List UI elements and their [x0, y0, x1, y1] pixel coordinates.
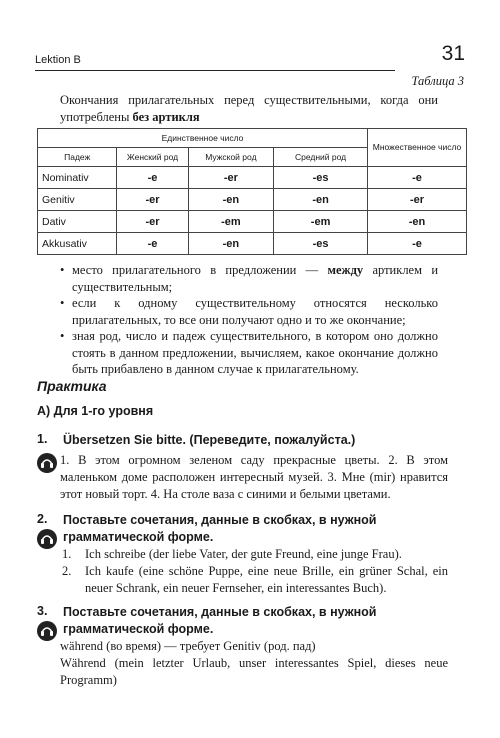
table-intro-text: Окончания прилагательных перед существительными, когда они употреблены — [60, 93, 438, 124]
note-text: артиклем и существительным; — [72, 263, 439, 294]
header-rule — [35, 70, 395, 71]
note-item: • зная род, число и падеж существительного, в котором оно должно стоять в данном предложении, вычисляем, какое окончание должно быть прибавлено в данном случае к прилагательному. — [60, 328, 438, 378]
table-row — [38, 233, 467, 255]
exercise-2-number: 2. — [37, 512, 48, 526]
case-cell: Genitiv — [38, 189, 117, 211]
table-caption: Таблица 3 — [411, 74, 464, 88]
audio-icon — [36, 528, 58, 550]
masc-cell: -em — [188, 211, 274, 233]
table-intro-bold: без артикля — [132, 110, 200, 124]
exercise-3-title: Поставьте сочетания, данные в скобках, в нужной грамматической форме. — [63, 605, 377, 636]
col-fem-header: Женский род — [117, 148, 188, 167]
exercise-1-body: 1. В этом огромном зеленом саду прекрасные цветы. 2. В этом маленьком доме расположен интересный музей. 3. Мне (mir) нравится этот новый торт. 4. На столе ваза с синими и белыми цветами. — [60, 453, 448, 501]
exercise-3-rule: während (во время) — требует Genitiv (род. пад) — [60, 639, 316, 653]
item-text: Ich schreibe (der liebe Vater, der gute Freund, eine junge Frau). — [85, 547, 402, 561]
neut-cell: -es — [274, 233, 368, 255]
masc-cell: -er — [188, 167, 274, 189]
exercise-2-title: Поставьте сочетания, данные в скобках, в нужной грамматической форме. — [63, 513, 377, 544]
col-case-header: Падеж — [38, 148, 117, 167]
note-bold: между — [327, 263, 364, 277]
exercise-1-number: 1. — [37, 432, 48, 446]
list-item — [60, 546, 448, 563]
exercise-2-body — [60, 546, 448, 597]
masc-cell: -en — [188, 233, 274, 255]
case-cell: Nominativ — [38, 167, 117, 189]
neut-cell: -en — [274, 189, 368, 211]
table-intro — [60, 92, 438, 126]
case-cell: Dativ — [38, 211, 117, 233]
level-title: А) Для 1-го уровня — [37, 404, 154, 418]
fem-cell: -e — [117, 233, 188, 255]
list-item — [60, 563, 448, 597]
masc-cell: -en — [188, 189, 274, 211]
plural-cell: -en — [368, 211, 467, 233]
table-row — [38, 211, 467, 233]
plural-cell: -e — [368, 167, 467, 189]
exercise-3-body — [60, 638, 448, 689]
adjective-endings-table — [37, 128, 467, 255]
exercise-3-number: 3. — [37, 604, 48, 618]
table-row — [38, 189, 467, 211]
rule-notes — [60, 262, 438, 378]
section-title: Практика — [37, 378, 107, 394]
lesson-label: Lektion B — [35, 54, 81, 66]
col-masc-header: Мужской род — [188, 148, 274, 167]
neut-cell: -em — [274, 211, 368, 233]
plural-cell: -er — [368, 189, 467, 211]
audio-icon — [36, 620, 58, 642]
fem-cell: -er — [117, 211, 188, 233]
plural-cell: -e — [368, 233, 467, 255]
note-item: • если к одному существительному относятся несколько прилагательных, то все они получают одно и то же окончание; — [60, 295, 438, 328]
note-item — [60, 262, 438, 295]
group-plural-header: Множественное число — [368, 129, 467, 167]
page-header — [35, 42, 465, 72]
col-neut-header: Средний род — [274, 148, 368, 167]
exercise-3-task: Während (mein letzter Urlaub, unser interessantes Spiel, dieses neue Programm) — [60, 656, 448, 687]
item-number: 2. — [62, 564, 72, 578]
page-number: 31 — [441, 42, 465, 65]
neut-cell: -es — [274, 167, 368, 189]
fem-cell: -er — [117, 189, 188, 211]
group-singular-header: Единственное число — [38, 129, 368, 148]
exercise-2-list — [60, 546, 448, 597]
case-cell: Akkusativ — [38, 233, 117, 255]
item-number: 1. — [62, 547, 72, 561]
item-text: Ich kaufe (eine schöne Puppe, eine neue Brille, ein grüner Schal, ein neuer Schrank, ein neuer Fernseher, ein interessantes Buch). — [85, 564, 448, 595]
audio-icon — [36, 452, 58, 474]
table-row — [38, 167, 467, 189]
note-text: место прилагательного в предложении — — [72, 263, 328, 277]
fem-cell: -e — [117, 167, 188, 189]
exercise-1-title: Übersetzen Sie bitte. (Переведите, пожалуйста.) — [63, 433, 356, 447]
